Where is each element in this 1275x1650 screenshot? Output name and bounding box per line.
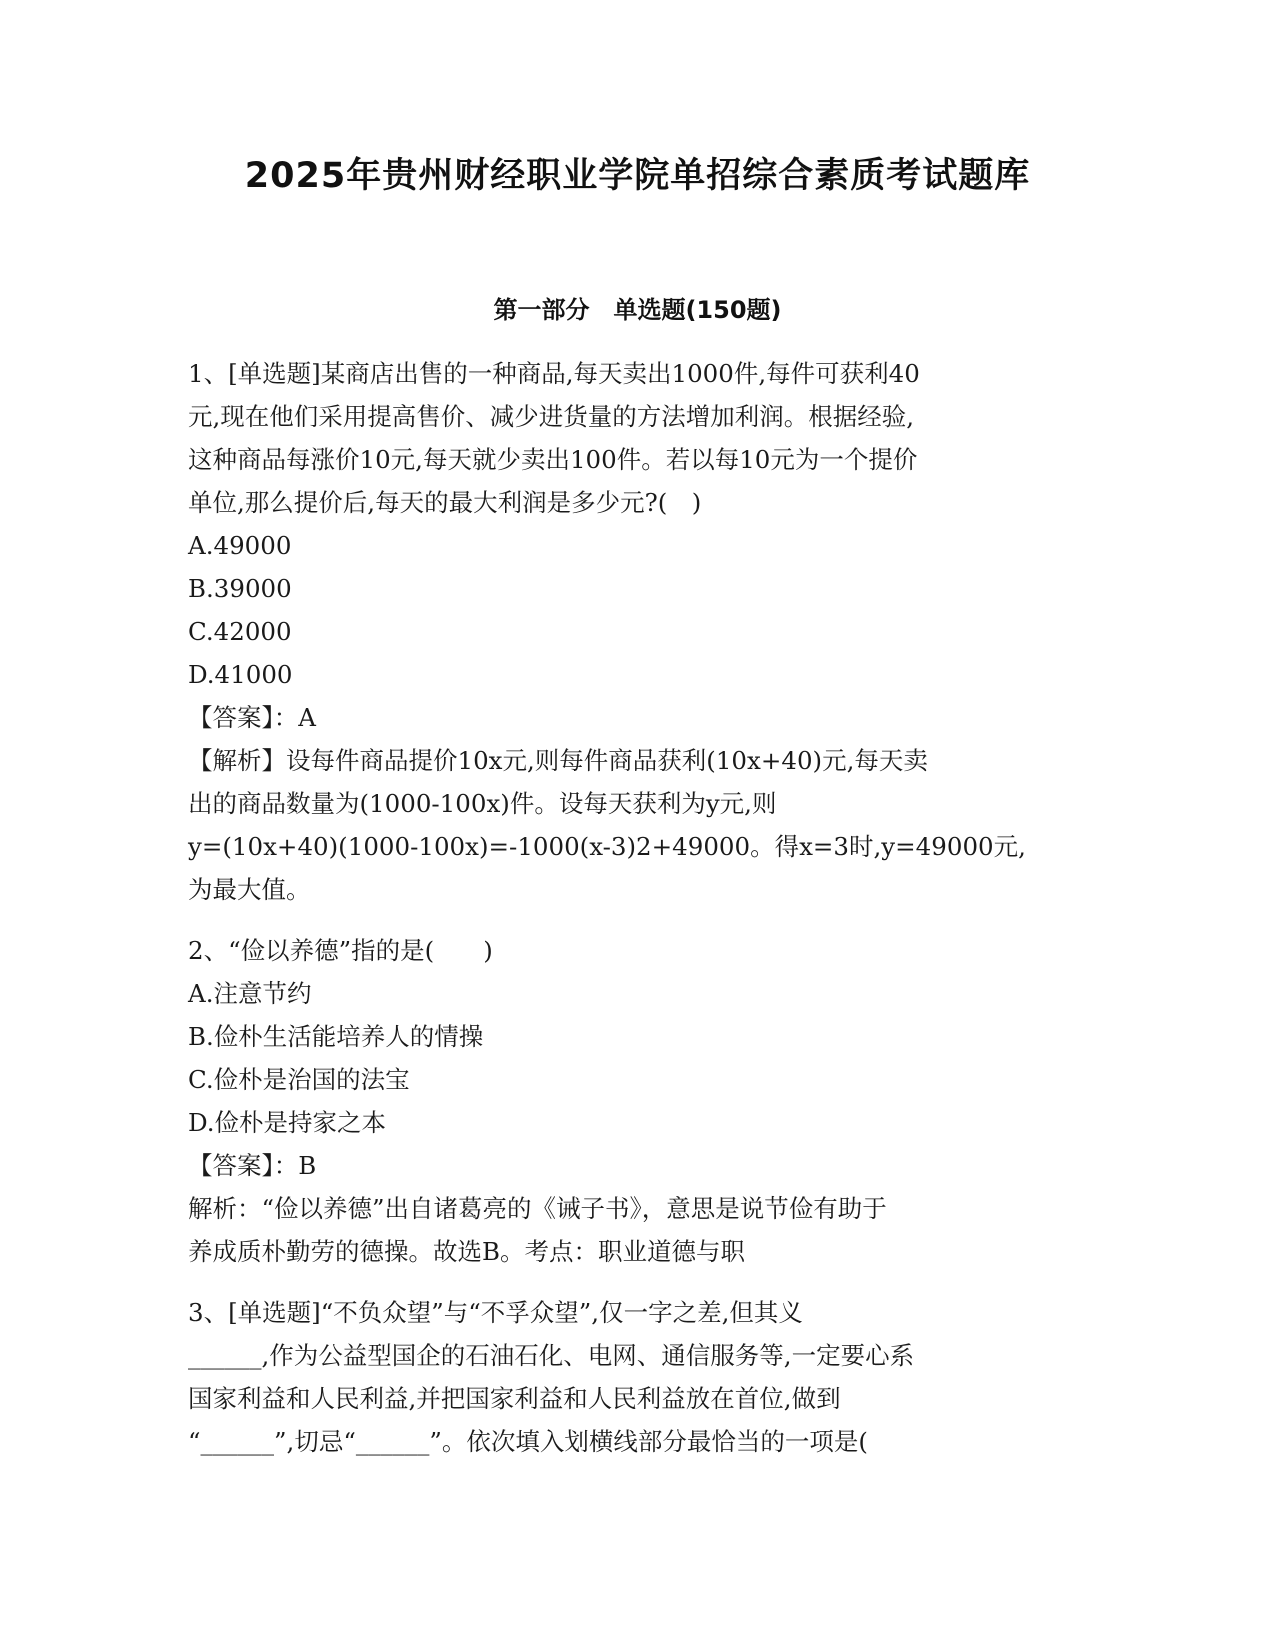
question-stem-line: ______,作为公益型国企的石油石化、电网、通信服务等,一定要心系: [188, 1341, 915, 1370]
question-stem-line: 国家利益和人民利益,并把国家利益和人民利益放在首位,做到: [188, 1384, 841, 1413]
question-stem-line: 元,现在他们采用提高售价、减少进货量的方法增加利润。根据经验,: [188, 402, 915, 431]
question-stem-line: 1、[单选题]某商店出售的一种商品,每天卖出1000件,每件可获利40: [188, 359, 920, 388]
answer-line: 【答案】：B: [188, 1151, 317, 1180]
analysis-line: 养成质朴勤劳的德操。故选B。考点：职业道德与职: [188, 1237, 746, 1266]
option-d: D.俭朴是持家之本: [188, 1108, 387, 1137]
question-stem-line: 单位,那么提价后,每天的最大利润是多少元?( ): [188, 488, 702, 517]
analysis-line: 为最大值。: [188, 875, 311, 904]
option-a: A.49000: [188, 531, 292, 560]
question-1: [188, 352, 1078, 911]
question-stem-line: 这种商品每涨价10元,每天就少卖出100件。若以每10元为一个提价: [188, 445, 918, 474]
option-b: B.39000: [188, 574, 292, 603]
analysis-line: y=(10x+40)(1000-100x)=-1000(x-3)2+49000。得x=3时,y=49000元,: [188, 832, 1026, 861]
question-stem-line: “______”,切忌“______”。依次填入划横线部分最恰当的一项是(: [188, 1427, 868, 1456]
option-c: C.俭朴是治国的法宝: [188, 1065, 410, 1094]
question-stem-line: 2、“俭以养德”指的是( ): [188, 936, 493, 965]
question-2: [188, 929, 1078, 1273]
option-b: B.俭朴生活能培养人的情操: [188, 1022, 484, 1051]
document-title: 2025年贵州财经职业学院单招综合素质考试题库: [244, 156, 1031, 196]
analysis-line: 出的商品数量为(1000-100x)件。设每天获利为y元,则: [188, 789, 777, 818]
question-list: [188, 352, 1078, 1481]
section-heading: 第一部分 单选题(150题): [493, 296, 782, 324]
question-3: [188, 1291, 1078, 1463]
question-stem-line: 3、[单选题]“不负众望”与“不孚众望”,仅一字之差,但其义: [188, 1298, 803, 1327]
answer-line: 【答案】：A: [188, 703, 316, 732]
analysis-line: 【解析】设每件商品提价10x元,则每件商品获利(10x+40)元,每天卖: [188, 746, 928, 775]
analysis-line: 解析：“俭以养德”出自诸葛亮的《诫子书》，意思是说节俭有助于: [188, 1194, 887, 1223]
option-d: D.41000: [188, 660, 293, 689]
option-c: C.42000: [188, 617, 292, 646]
option-a: A.注意节约: [188, 979, 312, 1008]
